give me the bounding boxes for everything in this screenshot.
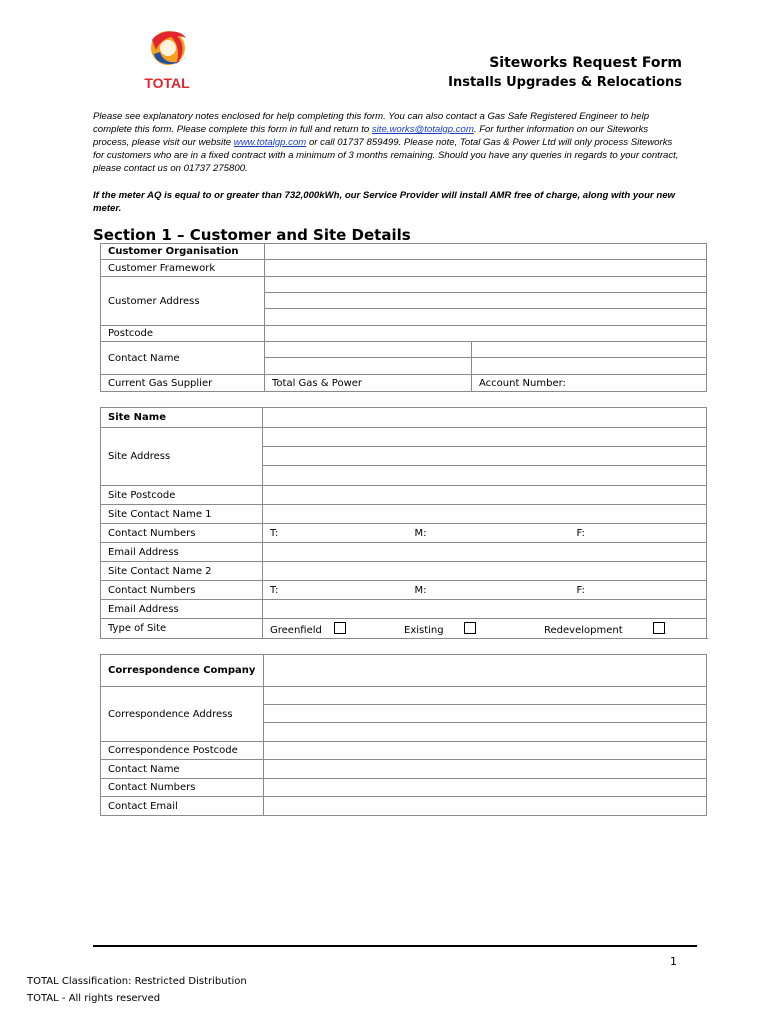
correspondence-contact-name-field[interactable] (264, 760, 707, 779)
label-site-contact-1: Site Contact Name 1 (101, 505, 263, 524)
label-correspondence-contact-numbers: Contact Numbers (101, 779, 264, 797)
site-address-line-3[interactable] (263, 466, 707, 486)
customer-address-line-1[interactable] (265, 277, 707, 293)
website-link[interactable]: www.totalgp.com (233, 137, 307, 148)
intro-text-2: . For further information on our Siteworks process, please visit our website (93, 124, 649, 148)
correspondence-contact-numbers-field[interactable] (264, 779, 707, 797)
intro-paragraph (93, 110, 683, 175)
gas-supplier-value: Total Gas & Power (265, 375, 472, 392)
redevelopment-label: Redevelopment (544, 624, 623, 636)
footer-divider (93, 945, 697, 947)
customer-framework-field[interactable] (265, 260, 707, 277)
label-customer-address: Customer Address (101, 277, 265, 326)
phone-f-2[interactable]: F: (533, 581, 707, 600)
page-number: 1 (670, 955, 677, 968)
option-existing (400, 622, 534, 636)
label-site-address: Site Address (101, 428, 263, 486)
label-current-gas-supplier: Current Gas Supplier (101, 375, 265, 392)
phone-m-2[interactable]: M: (395, 581, 533, 600)
label-correspondence-contact-email: Contact Email (101, 797, 264, 816)
correspondence-address-line-2[interactable] (264, 705, 707, 723)
customer-address-line-2[interactable] (265, 293, 707, 309)
option-greenfield (263, 622, 400, 636)
correspondence-contact-email-field[interactable] (264, 797, 707, 816)
existing-label: Existing (404, 624, 444, 636)
label-correspondence-contact-name: Contact Name (101, 760, 264, 779)
option-redevelopment (534, 622, 665, 636)
logo-wordmark: TOTAL (144, 75, 190, 91)
customer-organisation-field[interactable] (265, 244, 707, 260)
contact-name-field-1[interactable] (265, 342, 472, 358)
label-customer-framework: Customer Framework (101, 260, 265, 277)
label-site-postcode: Site Postcode (101, 486, 263, 505)
label-contact-numbers-1: Contact Numbers (101, 524, 263, 543)
label-site-contact-2: Site Contact Name 2 (101, 562, 263, 581)
label-postcode: Postcode (101, 326, 265, 342)
email-2-field[interactable] (263, 600, 707, 619)
label-email-1: Email Address (101, 543, 263, 562)
correspondence-address-line-3[interactable] (264, 723, 707, 742)
account-number-field[interactable]: Account Number: (472, 375, 707, 392)
label-customer-organisation: Customer Organisation (101, 244, 265, 260)
contact-name-field-2[interactable] (472, 342, 707, 358)
site-type-options (263, 619, 707, 639)
rights-text: TOTAL - All rights reserved (27, 993, 161, 1004)
correspondence-address-line-1[interactable] (264, 687, 707, 705)
phone-t-1[interactable]: T: (263, 524, 395, 543)
label-correspondence-company: Correspondence Company (101, 655, 264, 687)
intro-text-3: or call 01737 859499. Please note, Total Gas & Power Ltd will only process Siteworks for customers who are in a fixed contract with a minimum of 3 months remaining. Should you have any queries in regards to your contract, please contact us on 01737 275800. (93, 137, 679, 174)
customer-details-table (100, 243, 707, 392)
amr-notice: If the meter AQ is equal to or greater than 732,000kWh, our Service Provider will install AMR free of charge, along with your new meter. (93, 190, 675, 214)
label-contact-name: Contact Name (101, 342, 265, 375)
correspondence-postcode-field[interactable] (264, 742, 707, 760)
correspondence-table (100, 654, 707, 816)
label-type-of-site: Type of Site (101, 619, 263, 639)
correspondence-company-field[interactable] (264, 655, 707, 687)
redevelopment-checkbox[interactable] (653, 622, 665, 634)
site-name-field[interactable] (263, 408, 707, 428)
label-correspondence-address: Correspondence Address (101, 687, 264, 742)
email-1-field[interactable] (263, 543, 707, 562)
section-1-title: Section 1 – Customer and Site Details (93, 226, 411, 244)
site-postcode-field[interactable] (263, 486, 707, 505)
postcode-field[interactable] (265, 326, 707, 342)
title-block (448, 54, 682, 91)
site-address-line-1[interactable] (263, 428, 707, 447)
label-site-name: Site Name (101, 408, 263, 428)
email-link[interactable]: site.works@totalgp.com (371, 124, 474, 135)
customer-address-line-3[interactable] (265, 309, 707, 326)
phone-m-1[interactable]: M: (395, 524, 533, 543)
label-contact-numbers-2: Contact Numbers (101, 581, 263, 600)
label-email-2: Email Address (101, 600, 263, 619)
classification-text: TOTAL Classification: Restricted Distribution (27, 976, 247, 987)
phone-t-2[interactable]: T: (263, 581, 395, 600)
site-details-table (100, 407, 707, 639)
form-title: Siteworks Request Form (489, 55, 682, 71)
site-contact-2-field[interactable] (263, 562, 707, 581)
greenfield-label: Greenfield (270, 624, 322, 636)
contact-name-field-4[interactable] (472, 358, 707, 375)
contact-name-field-3[interactable] (265, 358, 472, 375)
greenfield-checkbox[interactable] (334, 622, 346, 634)
intro-text-1: Please see explanatory notes enclosed for help completing this form. You can also contact a Gas Safe Registered Engineer to help complete this form. Please complete this form in full and return to (93, 111, 650, 135)
form-subtitle: Installs Upgrades & Relocations (448, 75, 682, 90)
existing-checkbox[interactable] (464, 622, 476, 634)
phone-f-1[interactable]: F: (533, 524, 707, 543)
total-logo (134, 28, 204, 94)
label-correspondence-postcode: Correspondence Postcode (101, 742, 264, 760)
site-address-line-2[interactable] (263, 447, 707, 466)
site-contact-1-field[interactable] (263, 505, 707, 524)
